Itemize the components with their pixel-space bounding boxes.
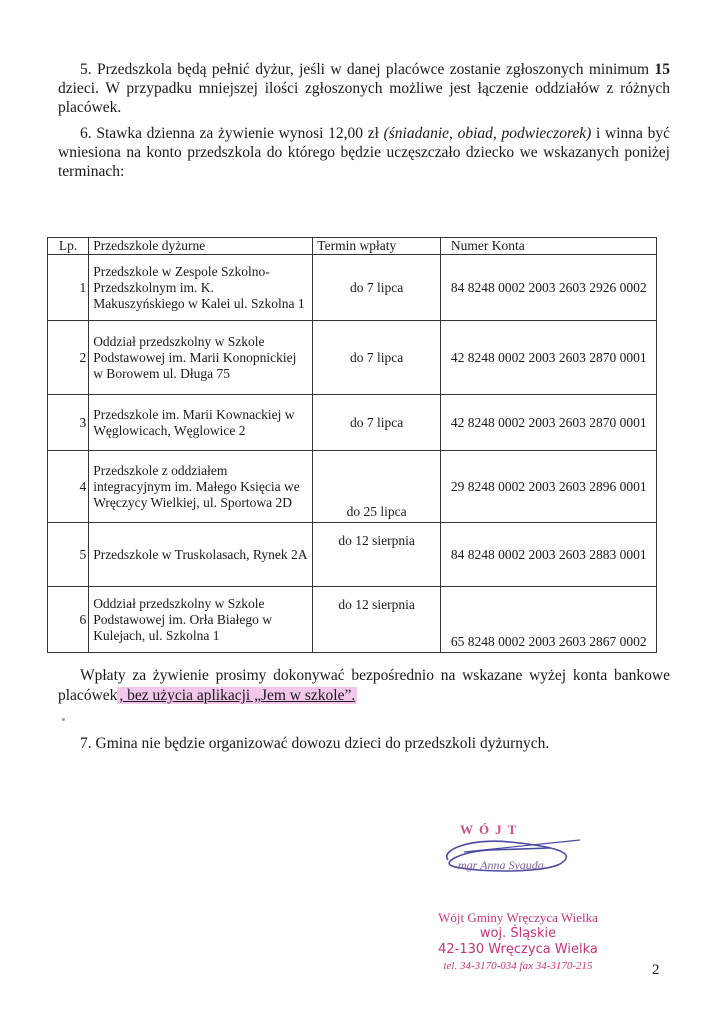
stamp-line-address: 42-130 Wręczyca Wielka [438,942,598,957]
row-account: 65 8248 0002 2003 2603 2867 0002 [440,587,656,653]
table-row [48,587,657,653]
header-kindergarten: Przedszkole dyżurne [89,238,313,255]
row-term: do 25 lipca [313,451,441,523]
table-row [48,395,657,451]
table-row [48,321,657,395]
paragraph-5 [58,60,670,117]
row-lp: 6 [48,587,89,653]
row-term: do 12 sierpnia [313,587,441,653]
row-account: 42 8248 0002 2003 2603 2870 0001 [440,395,656,451]
kindergarten-table [47,237,657,653]
paragraph-6-text: 6. Stawka dzienna za żywienie wynosi 12,00 zł [80,125,384,142]
header-lp: Lp. [48,238,89,255]
row-lp: 2 [48,321,89,395]
paragraph-5-text: 5. Przedszkola będą pełnić dyżur, jeśli w danej placówce zostanie zgłoszonych minimum [80,61,655,78]
payment-note-text: Wpłaty za żywienie prosimy dokonywać bezpośrednio na wskazane wyżej konta bankowe placówek [58,667,670,704]
scan-speck [62,718,65,721]
page-number: 2 [652,962,660,978]
row-term: do 12 sierpnia [313,523,441,587]
table-row [48,255,657,321]
table-row [48,451,657,523]
row-account: 84 8248 0002 2003 2603 2926 0002 [440,255,656,321]
paragraph-7: 7. Gmina nie będzie organizować dowozu dzieci do przedszkoli dyżurnych. [80,735,550,752]
table-header-row [48,238,657,255]
signature-title: WÓJT [460,822,523,837]
stamp-line-region: woj. Śląskie [479,926,557,941]
row-term: do 7 lipca [313,321,441,395]
row-lp: 1 [48,255,89,321]
row-kindergarten: Oddział przedszkolny w Szkole Podstawowej im. Orła Białego w Kulejach, ul. Szkolna 1 [89,587,313,653]
payment-note-highlight: , bez użycia aplikacji „Jem w szkole”. [119,687,356,704]
row-account: 84 8248 0002 2003 2603 2883 0001 [440,523,656,587]
row-account: 42 8248 0002 2003 2603 2870 0001 [440,321,656,395]
row-term: do 7 lipca [313,255,441,321]
row-kindergarten: Przedszkole im. Marii Kownackiej w Węglowicach, Węglowice 2 [89,395,313,451]
row-account: 29 8248 0002 2003 2603 2896 0001 [440,451,656,523]
paragraph-6-meals: (śniadanie, obiad, podwieczorek) [383,125,592,142]
signature-block [430,822,600,882]
paragraph-6-text-end: i winna być wniesiona na konto przedszkola do którego będzie uczęszczało dziecko we wskazanych poniżej terminach: [58,125,670,180]
row-kindergarten: Przedszkole w Zespole Szkolno-Przedszkolnym im. K. Makuszyńskiego w Kalei ul. Szkolna 1 [89,255,313,321]
row-kindergarten: Przedszkole w Truskolasach, Rynek 2A [89,523,313,587]
official-stamp [418,910,618,974]
row-lp: 3 [48,395,89,451]
stamp-line-phone: tel. 34-3170-034 fax 34-3170-215 [443,960,593,972]
signature-name: mgr Anna Syguda [458,858,544,872]
paragraph-6 [58,124,670,181]
row-kindergarten: Przedszkole z oddziałem integracyjnym im. Małego Księcia we Wręczycy Wielkiej, ul. Sportowa 2D [89,451,313,523]
header-account: Numer Konta [440,238,656,255]
table-row [48,523,657,587]
row-term: do 7 lipca [313,395,441,451]
header-term: Termin wpłaty [313,238,441,255]
paragraph-5-bold-count: 15 [654,61,670,78]
row-kindergarten: Oddział przedszkolny w Szkole Podstawowej im. Marii Konopnickiej w Borowem ul. Długa 75 [89,321,313,395]
row-lp: 4 [48,451,89,523]
payment-note [58,666,670,706]
row-lp: 5 [48,523,89,587]
stamp-line-office: Wójt Gminy Wręczyca Wielka [438,910,598,925]
paragraph-5-text-end: dzieci. W przypadku mniejszej ilości zgłoszonych możliwe jest łączenie oddziałów z różnych placówek. [58,80,670,116]
